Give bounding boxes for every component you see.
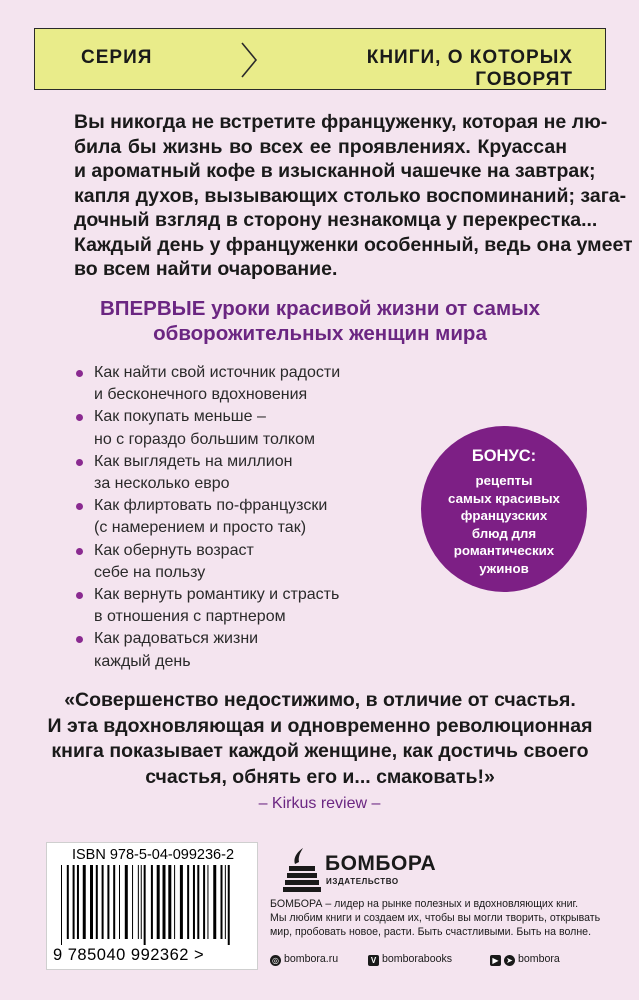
barcode-bar [132,865,133,939]
intro-line: дочный взгляд в сторону незнакомца у перекрестка... [74,209,598,231]
barcode-bar [96,865,98,939]
list-item [76,584,406,628]
website-contact[interactable] [270,953,338,966]
bullet-dot-icon [76,636,83,643]
bonus-line: самых красивых [448,490,560,506]
heading-line: обворожительных женщин мира [153,322,487,345]
list-item-line: и бесконечного вдохновения [94,386,308,404]
barcode-bar [207,865,208,939]
list-item-line: но с гораздо большим толком [94,430,315,448]
barcode-bar [73,865,75,939]
list-item [76,451,406,495]
globe-icon: ◎ [270,955,281,966]
list-item-line: за несколько евро [94,475,230,493]
barcode-bar [180,865,183,939]
bonus-line: рецепты [475,473,533,488]
list-item-line: Как обернуть возраст [94,541,254,559]
isbn-barcode [46,842,258,970]
barcode-bar [90,865,93,939]
bonus-badge [421,426,587,592]
telegram-icon: ➤ [504,955,515,966]
chevron-right-icon [239,41,259,79]
bombora-logo-icon [283,846,321,894]
barcode-bar [83,865,86,939]
bullet-dot-icon [76,592,83,599]
barcode-bar [77,865,79,939]
barcode-bar [163,865,166,939]
isbn-number: ISBN 978-5-04-099236-2 [71,847,235,863]
bonus-line: ужинов [479,560,529,576]
list-item-line: в отношения с партнером [94,608,286,626]
quote-line: счастья, обнять его и... смаковать!» [145,765,495,788]
list-item-line: Как вернуть романтику и страсть [94,586,340,604]
heading-line: ВПЕРВЫЕ уроки красивой жизни от самых [99,297,541,320]
barcode-bar [187,865,189,939]
vk-contact[interactable] [368,953,452,966]
intro-line: била бы жизнь во всех ее проявлениях. Круассан [74,135,567,158]
series-label: СЕРИЯ [81,47,153,68]
barcode-bar [193,865,195,939]
quote-attribution: – Kirkus review – [258,795,381,812]
bonus-line: блюд для [471,525,537,541]
social-link[interactable]: bombora [518,953,560,965]
list-item [76,406,406,450]
barcode-bar [107,865,109,939]
barcode-bar [144,865,146,945]
youtube-icon: ▶ [490,955,501,966]
barcode-bar [225,865,226,939]
benefits-list [76,362,406,673]
barcode-bar [102,865,104,939]
vk-icon: V [368,955,379,966]
list-item [76,362,406,406]
review-quote [30,688,610,790]
list-item-line: Как выглядеть на миллион [94,452,293,470]
bonus-title: БОНУС: [471,447,537,465]
barcode-bar [119,865,120,939]
list-item-line: Как радоваться жизни [94,630,259,648]
barcode-bar [113,865,115,939]
publisher-description [270,897,600,939]
list-item-line: Как покупать меньше – [94,408,266,426]
barcode-bar [168,865,171,939]
bonus-line: романтических [453,543,555,558]
barcode-digits: 9 785040 992362 > [53,946,205,964]
list-item-line: себе на пользу [94,563,206,581]
bullet-dot-icon [76,503,83,510]
bonus-line: французских [460,508,548,523]
barcode-bar [67,865,69,939]
publisher-description-line: Мы любим книги и создаем их, чтобы вы могли творить, открывать [270,912,601,924]
barcode-bar [203,865,205,939]
publisher-subtitle: ИЗДАТЕЛЬСТВО [326,877,399,886]
barcode-bar [197,865,199,939]
barcode-bar [174,865,175,939]
barcode-bar [151,865,153,939]
list-item [76,628,406,672]
publisher-name: БОМБОРА [325,852,437,875]
quote-line: «Совершенство недостижимо, в отличие от счастья. [64,689,576,711]
publisher-description-line: мир, пробовать новое, расти. Быть счастливыми. Быть на волне. [270,926,592,938]
barcode-bar [61,865,62,945]
intro-paragraph [74,110,633,282]
barcode-bar [228,865,230,945]
barcode-bar [125,865,128,939]
list-item [76,540,406,584]
social-contact[interactable] [490,953,560,966]
intro-line: Вы никогда не встретите француженку, которая не лю- [74,111,608,133]
bonus-text [421,472,587,577]
list-item-line: Как флиртовать по-французски [94,497,328,515]
list-item-line: Как найти свой источник радости [94,364,341,381]
barcode-bar [141,865,142,939]
publisher-contacts [270,953,600,969]
series-name: КНИГИ, О КОТОРЫХ ГОВОРЯТ [366,47,573,90]
barcode-bar [138,865,139,939]
bullet-dot-icon [76,414,83,421]
vk-link[interactable]: bomborabooks [382,953,453,965]
barcode-bar [221,865,223,939]
list-item-line: каждый день [94,652,191,670]
quote-line: И эта вдохновляющая и одновременно революционная [47,714,593,737]
intro-line: и ароматный кофе в изысканной чашечке на завтрак; [74,160,596,182]
barcode-icon [57,865,249,945]
series-banner [34,28,606,90]
bullet-dot-icon [76,548,83,555]
bullet-dot-icon [76,459,83,466]
website-link[interactable]: bombora.ru [284,953,339,965]
publisher-description-line: БОМБОРА – лидер на рынке полезных и вдохновляющих книг. [270,898,579,910]
barcode-bar [213,865,216,939]
section-heading [40,296,600,346]
list-item [76,495,406,539]
intro-line: во всем найти очарование. [74,258,338,280]
bullet-dot-icon [76,370,83,377]
barcode-bar [157,865,160,939]
intro-line: капля духов, вызывающих столько воспоминаний; зага- [74,184,627,207]
quote-line: книга показывает каждой женщине, как достичь своего [51,740,589,762]
list-item-line: (с намерением и просто так) [94,519,307,537]
intro-line: Каждый день у француженки особенный, ведь она умеет [74,233,633,256]
